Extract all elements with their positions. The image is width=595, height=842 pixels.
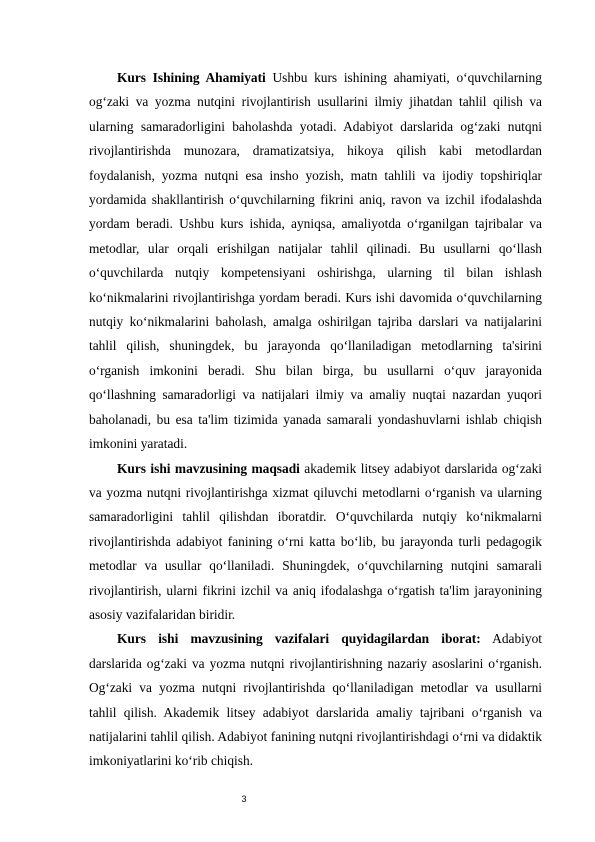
- paragraph-text: Ushbu kurs ishining ahamiyati, o‘quvchilarning og‘zaki va yozma nutqini rivojlantirish usullarini ilmiy jihatdan tahlil qilish va ularning samaradorligini baholashda yotadi. Adabiyot darslarida og‘zaki nutqni rivojlantirishda munozara, dramatizatsiya, hikoya qilish kabi metodlardan foydalanish, yozma nutqni esa insho yozish, matn tahlili va ijodiy topshiriqlar yordamida shakllantirish o‘quvchilarning fikrini aniq, ravon va izchil ifodalashda yordam beradi. Ushbu kurs ishida, ayniqsa, amaliyotda o‘rganilgan tajribalar va metodlar, ular orqali erishilgan natijalar tahlil qilinadi. Bu usullarni qo‘llash o‘quvchilarda nutqiy kompetensiyani oshirishga, ularning til bilan ishlash ko‘nikmalarini rivojlantirishga yordam beradi. Kurs ishi davomida o‘quvchilarning nutqiy ko‘nikmalarini baholash, amalga oshirilgan tajriba darslari va natijalarini tahlil qilish, shuningdek, bu jarayonda qo‘llaniladigan metodlarning ta'sirini o‘rganish imkonini beradi. Shu bilan birga, bu usullarni o‘quv jarayonida qo‘llashning samaradorligi va natijalari ilmiy va amaliy nuqtai nazardan yuqori baholanadi, bu esa ta'lim tizimida yanada samarali yondashuvlarni ishlab chiqish imkonini yaratadi.: [89, 70, 542, 452]
- paragraph-text: Adabiyot darslarida og‘zaki va yozma nutqni rivojlantirishning nazariy asoslarini o‘rganish. Og‘zaki va yozma nutqni rivojlantirishda qo‘llaniladigan metodlar va usullarni tahlil qilish. Akademik litsey adabiyot darslarida amaliy tajribani o‘rganish va natijalarini tahlil qilish. Adabiyot fanining nutqni rivojlantirishdagi o‘rni va didaktik imkoniyatlarini ko‘rib chiqish.: [89, 631, 542, 769]
- paragraph-goal: [89, 457, 542, 628]
- paragraph-significance: [89, 66, 542, 457]
- paragraph-heading: Kurs ishi mavzusining vazifalari quyidagilardan iborat:: [117, 631, 481, 647]
- document-body: [89, 66, 542, 774]
- paragraph-heading: Kurs Ishining Ahamiyati: [117, 70, 266, 85]
- paragraph-text: akademik litsey adabiyot darslarida og‘zaki va yozma nutqni rivojlantirishga xizmat qiluvchi metodlarni o‘rganish va ularning samaradorligini tahlil qilishdan iboratdir. O‘quvchilarda nutqiy ko‘nikmalarni rivojlantirishda adabiyot fanining o‘rni katta bo‘lib, bu jarayonda turli pedagogik metodlar va usullar qo‘llaniladi. Shuningdek, o‘quvchilarning nutqini samarali rivojlantirish, ularni fikrini izchil va aniq ifodalashga o‘rgatish ta'lim jarayonining asosiy vazifalaridan biridir.: [89, 460, 542, 622]
- paragraph-heading: Kurs ishi mavzusining maqsadi: [117, 460, 300, 476]
- paragraph-tasks: [89, 627, 542, 773]
- page-number: 3: [241, 794, 247, 804]
